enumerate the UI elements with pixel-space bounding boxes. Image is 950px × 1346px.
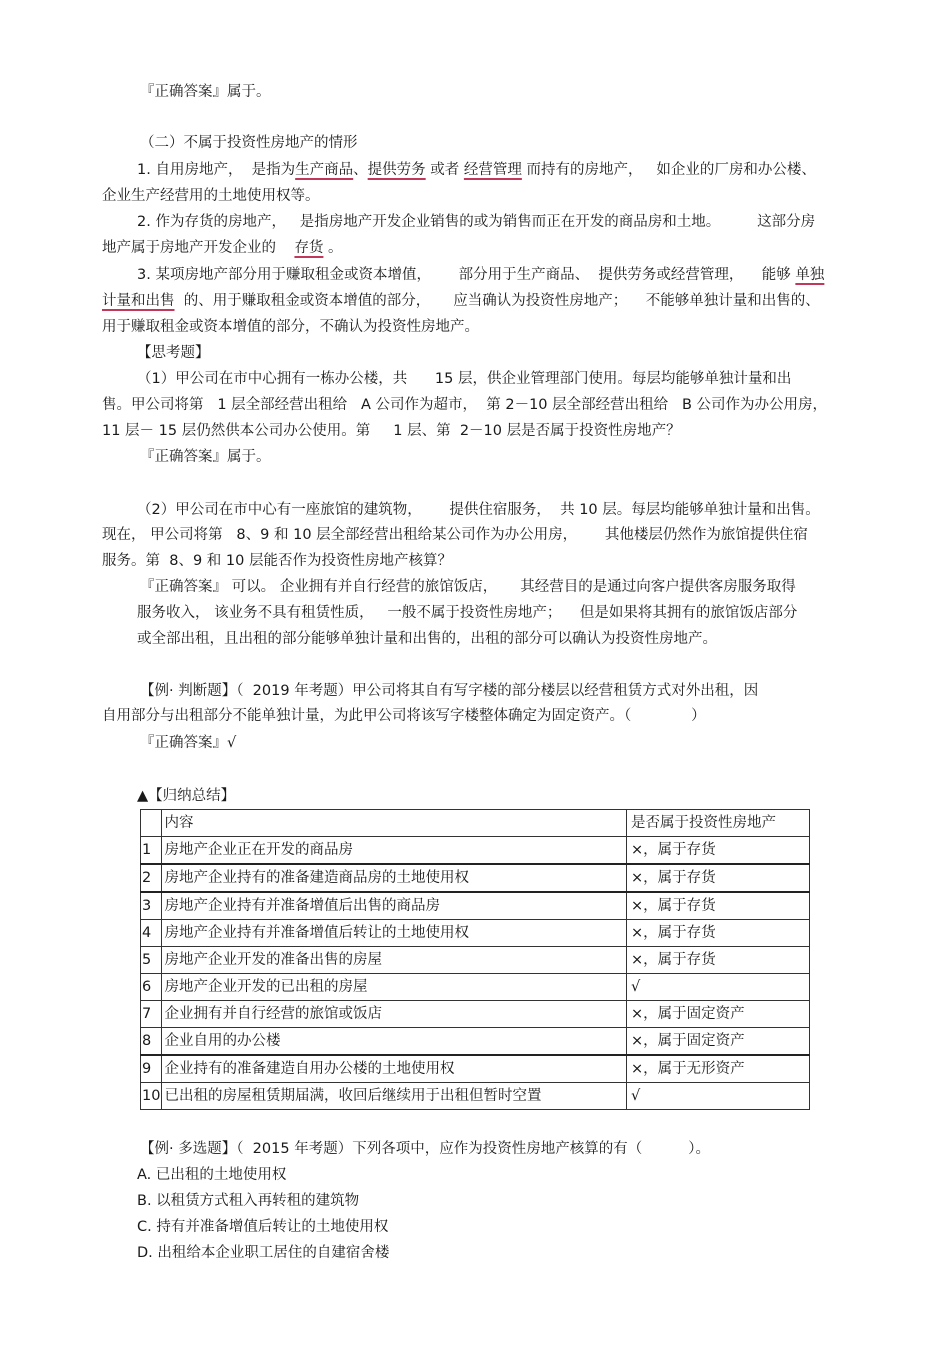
- option-c: C. 持有并准备增值后转让的土地使用权: [137, 1219, 389, 1235]
- item-2-line-1: 2. 作为存货的房地产， 是指房地产开发企业销售的或为销售而正在开发的商品房和土地。 这部分房: [137, 214, 816, 230]
- answer-line: 『正确答案』属于。: [140, 84, 271, 100]
- answer-line: 『正确答案』 可以。 企业拥有并自行经营的旅馆饭店， 其经营目的是通过向客户提供客房服务取得: [140, 579, 796, 595]
- underlined-term: 生产商品: [295, 162, 354, 178]
- underlined-term: 计量和出售: [102, 293, 175, 309]
- underlined-term: 提供劳务: [367, 162, 426, 178]
- option-a: A. 已出租的土地使用权: [137, 1167, 287, 1183]
- option-d: D. 出租给本企业职工居住的自建宿舍楼: [137, 1245, 390, 1261]
- example-multi-stem: 【例· 多选题】（ 2015 年考题）下列各项中，应作为投资性房地产核算的有（ ）。: [140, 1141, 711, 1157]
- answer-line: 或全部出租，且出租的部分能够单独计量和出售的，出租的部分可以确认为投资性房地产。: [137, 631, 717, 647]
- think-q2-line: 现在， 甲公司将第 8、9 和 10 层全部经营出租给某公司作为办公用房， 其他楼层仍然作为旅馆提供住宿: [102, 527, 808, 543]
- think-q2-line: （2）甲公司在市中心有一座旅馆的建筑物， 提供住宿服务， 共 10 层。每层均能够单独计量和出售。: [137, 502, 820, 518]
- item-3-line-2: 计量和出售 的、用于赚取租金或资本增值的部分， 应当确认为投资性房地产； 不能够单独计量和出售的、: [102, 293, 820, 309]
- think-q1-line: 11 层－ 15 层仍然供本公司办公使用。第 1 层、第 2－10 层是否属于投资性房地产？: [102, 423, 681, 439]
- example-judge-line: 自用部分与出租部分不能单独计量，为此甲公司将该写字楼整体确定为固定资产。（ ）: [102, 708, 706, 724]
- table-row: 7 企业拥有并自行经营的旅馆或饭店 ×，属于固定资产: [141, 1001, 810, 1028]
- underlined-term: 单独: [795, 267, 825, 283]
- think-q1-line: （1）甲公司在市中心拥有一栋办公楼，共 15 层，供企业管理部门使用。每层均能够单独计量和出: [137, 371, 792, 387]
- table-row: 8 企业自用的办公楼 ×，属于固定资产: [141, 1028, 810, 1056]
- item-1-line-1: 1. 自用房地产， 是指为生产商品、提供劳务 或者 经营管理 而持有的房地产， 如企业的厂房和办公楼、: [137, 162, 816, 178]
- summary-title: ▲【归纳总结】: [137, 788, 236, 804]
- header-content: 内容: [162, 810, 627, 837]
- table-header-row: [141, 810, 810, 837]
- example-judge-line: 【例· 判断题】（ 2019 年考题）甲公司将其自有写字楼的部分楼层以经营租赁方式对外出租，因: [140, 683, 759, 699]
- header-judgement: 是否属于投资性房地产: [627, 810, 810, 837]
- item-3-line-1: 3. 某项房地产部分用于赚取租金或资本增值， 部分用于生产商品、 提供劳务或经营管理， 能够 单独: [137, 267, 825, 283]
- answer-line: 『正确答案』属于。: [140, 449, 271, 465]
- underlined-term: 存货: [294, 240, 324, 256]
- item-2-line-2: 地产属于房地产开发企业的 存货 。: [102, 240, 343, 256]
- answer-line: 『正确答案』√: [140, 735, 237, 751]
- table-row: 3 房地产企业持有并准备增值后出售的商品房 ×，属于存货: [141, 892, 810, 920]
- item-1-line-2: 企业生产经营用的土地使用权等。: [102, 188, 320, 204]
- think-title: 【思考题】: [137, 345, 210, 361]
- summary-table: [140, 809, 810, 1110]
- think-q2-line: 服务。第 8、9 和 10 层能否作为投资性房地产核算？: [102, 553, 452, 569]
- item-3-line-3: 用于赚取租金或资本增值的部分，不确认为投资性房地产。: [102, 319, 479, 335]
- table-row: 9 企业持有的准备建造自用办公楼的土地使用权 ×，属于无形资产: [141, 1055, 810, 1083]
- answer-line: 服务收入， 该业务不具有租赁性质， 一般不属于投资性房地产； 但是如果将其拥有的旅馆饭店部分: [137, 605, 798, 621]
- table-row: 1 房地产企业正在开发的商品房 ×，属于存货: [141, 837, 810, 865]
- table-row: 5 房地产企业开发的准备出售的房屋 ×，属于存货: [141, 947, 810, 974]
- section-title: （二）不属于投资性房地产的情形: [140, 135, 358, 151]
- table-row: 4 房地产企业持有并准备增值后转让的土地使用权 ×，属于存货: [141, 920, 810, 947]
- table-row: 10 已出租的房屋租赁期届满，收回后继续用于出租但暂时空置 √: [141, 1083, 810, 1110]
- underlined-term: 经营管理: [463, 162, 522, 178]
- option-b: B. 以租赁方式租入再转租的建筑物: [137, 1193, 360, 1209]
- table-row: 2 房地产企业持有的准备建造商品房的土地使用权 ×，属于存货: [141, 864, 810, 892]
- table-row: 6 房地产企业开发的已出租的房屋 √: [141, 974, 810, 1001]
- think-q1-line: 售。甲公司将第 1 层全部经营出租给 A 公司作为超市， 第 2－10 层全部经营出租给 B 公司作为办公用房，: [102, 397, 828, 413]
